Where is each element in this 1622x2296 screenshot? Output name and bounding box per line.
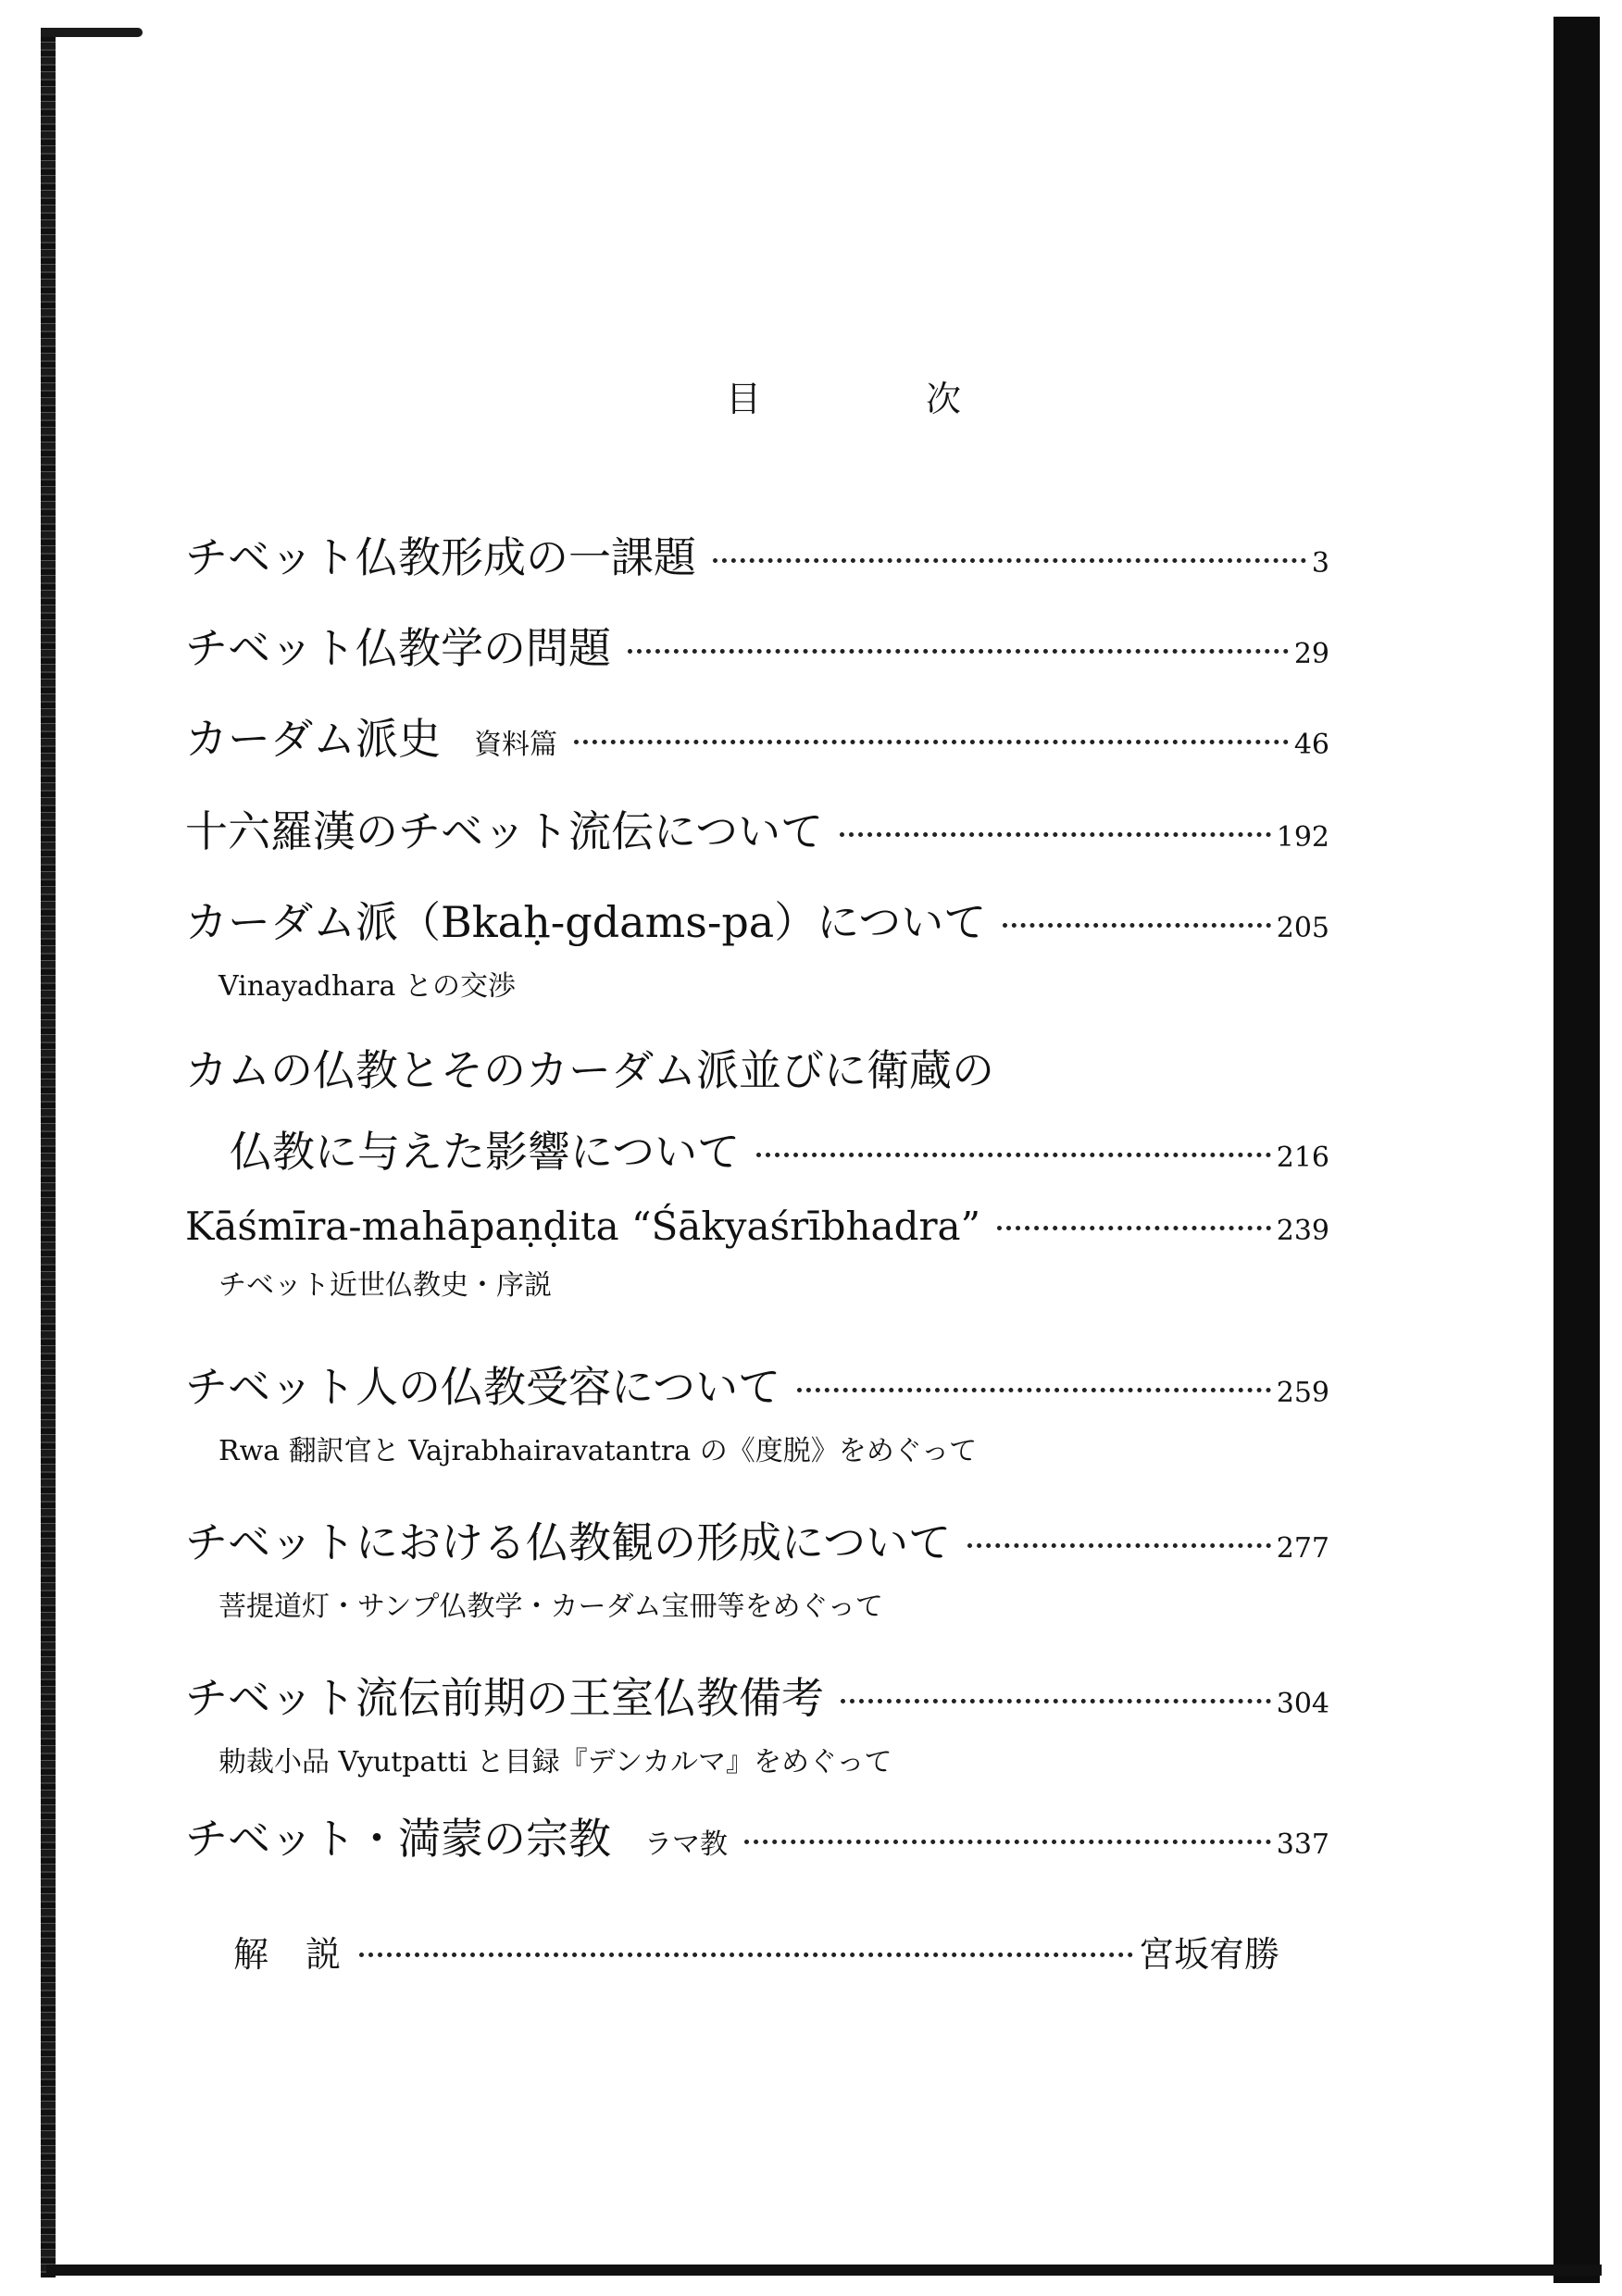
leader-dots [359, 1953, 1133, 1957]
entry-subtitle: 勅裁小品 Vyutpatti と目録『デンカルマ』をめぐって [218, 1746, 892, 1778]
page-number: 277 [1276, 1532, 1329, 1565]
entry-title: カムの仏教とそのカーダム派並びに衛蔵の [185, 1045, 994, 1095]
leader-dots [628, 649, 1289, 654]
entry-title: チベット流伝前期の王室仏教備考 [185, 1673, 824, 1723]
entry-title-continued: 仏教に与えた影響について [230, 1127, 741, 1177]
scan-border-bottom [46, 2265, 1602, 2276]
scan-border-right [1553, 17, 1600, 2283]
entry-aside: ラマ教 [644, 1828, 728, 1861]
page-number: 337 [1276, 1828, 1329, 1861]
page-number: 304 [1276, 1688, 1329, 1720]
scan-border-top-left [41, 28, 143, 37]
leader-dots [841, 1699, 1271, 1703]
page-number: 3 [1311, 547, 1329, 580]
toc-entry[interactable] [185, 524, 1329, 585]
entry-title: 十六羅漢のチベット流伝について [185, 806, 824, 856]
entry-subtitle: Rwa 翻訳官と Vajrabhairavatantra の《度脱》をめぐって [218, 1435, 978, 1467]
leader-dots [744, 1840, 1271, 1844]
scan-border-left [41, 28, 56, 2277]
toc-entry[interactable] [185, 798, 1329, 859]
toc-entry[interactable] [185, 1509, 1329, 1624]
leader-dots [574, 740, 1289, 744]
toc-entry[interactable] [185, 889, 1329, 1004]
page-number: 205 [1276, 912, 1329, 944]
entry-aside: 資料篇 [474, 729, 557, 761]
page-number: 46 [1293, 729, 1329, 761]
entry-subtitle: 菩提道灯・サンプ仏教学・カーダム宝冊等をめぐって [218, 1591, 883, 1623]
toc-heading: 目 次 [725, 379, 1026, 419]
leader-dots [997, 1226, 1271, 1230]
entry-title: チベット仏教形成の一課題 [185, 532, 696, 582]
entry-title: チベット・満蒙の宗教 [185, 1814, 611, 1864]
toc-entry-commentary[interactable] [233, 1926, 1279, 1977]
toc-entry[interactable] [185, 615, 1329, 676]
leader-dots [840, 832, 1271, 837]
toc-entry[interactable] [185, 1665, 1329, 1779]
toc-entry[interactable] [185, 1037, 1329, 1179]
toc-entry[interactable] [185, 1354, 1329, 1468]
page-number: 239 [1276, 1215, 1329, 1247]
entry-title: チベット仏教学の問題 [185, 623, 611, 673]
page-number: 29 [1293, 638, 1329, 670]
entry-title: カーダム派史 [185, 714, 441, 764]
entry-title: カーダム派（Bkaḥ-gdams-pa）について [185, 897, 987, 947]
page-number: 192 [1276, 821, 1329, 854]
leader-dots [756, 1153, 1271, 1157]
toc-entry[interactable] [185, 1805, 1329, 1866]
entry-subtitle: チベット近世仏教史・序説 [218, 1269, 552, 1302]
leader-dots [797, 1388, 1271, 1392]
page-number: 259 [1276, 1377, 1329, 1409]
leader-dots [967, 1543, 1271, 1548]
entry-subtitle: Vinayadhara との交渉 [218, 970, 516, 1003]
entry-title: チベット人の仏教受容について [185, 1362, 781, 1412]
leader-dots [1003, 923, 1270, 928]
entry-title: Kāśmīra-mahāpaṇḍita “Śākyaśrībhadra” [185, 1204, 981, 1249]
page-number: 216 [1276, 1142, 1329, 1174]
entry-title: チベットにおける仏教観の形成について [185, 1517, 952, 1567]
commentary-author: 宮坂宥勝 [1138, 1934, 1279, 1975]
toc-entry[interactable] [185, 705, 1329, 767]
commentary-label: 解説 [233, 1934, 379, 1975]
leader-dots [713, 558, 1306, 563]
toc-entry[interactable] [185, 1204, 1329, 1303]
